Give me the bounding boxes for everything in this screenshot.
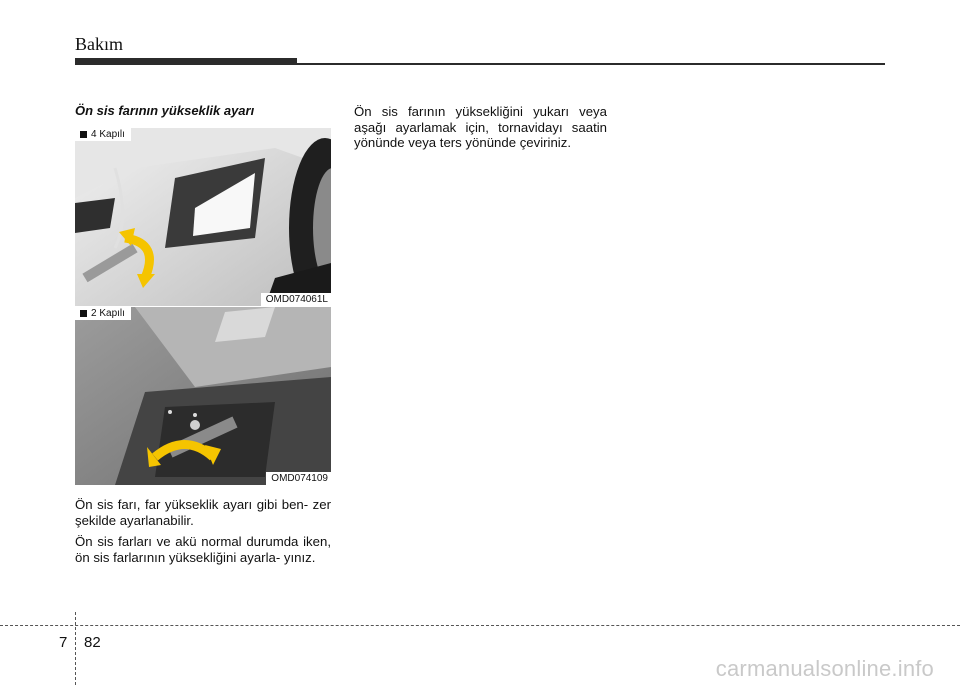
- figure-4-door: [75, 128, 331, 306]
- footer-chapter-number: 7: [59, 634, 68, 651]
- header-rule: [297, 63, 885, 65]
- footer-page-number: 82: [84, 634, 101, 651]
- left-paragraph-1: Ön sis farı, far yükseklik ayarı gibi ben- zer şekilde ayarlanabilir.: [75, 497, 331, 528]
- right-paragraph-1: Ön sis farının yüksekliğini yukarı veya aşağı ayarlamak için, tornavidayı saatin yönünde veya ters yönünde çeviriniz.: [354, 104, 607, 150]
- figure-code-4-door: OMD074061L: [261, 293, 331, 306]
- footer-horizontal-rule: [0, 625, 960, 626]
- figure-2-door: [75, 307, 331, 485]
- figure-tag-4-door: [75, 128, 131, 141]
- left-paragraph-2: Ön sis farları ve akü normal durumda iken, ön sis farlarının yüksekliğini ayarla- yınız.: [75, 534, 331, 565]
- figure-tag-label: 4 Kapılı: [91, 129, 125, 140]
- bumper-illustration-4-door: [75, 128, 331, 306]
- footer-vertical-rule: [75, 612, 76, 685]
- header-bar: [75, 58, 297, 65]
- figure-tag-label: 2 Kapılı: [91, 308, 125, 319]
- section-heading: Ön sis farının yükseklik ayarı: [75, 103, 255, 118]
- watermark: carmanualsonline.info: [715, 656, 934, 681]
- bumper-illustration-2-door: [75, 307, 331, 485]
- figure-tag-2-door: [75, 307, 131, 320]
- square-bullet-icon: [80, 310, 87, 317]
- figure-code-2-door: OMD074109: [266, 472, 331, 485]
- page-header-title: Bakım: [75, 34, 123, 54]
- square-bullet-icon: [80, 131, 87, 138]
